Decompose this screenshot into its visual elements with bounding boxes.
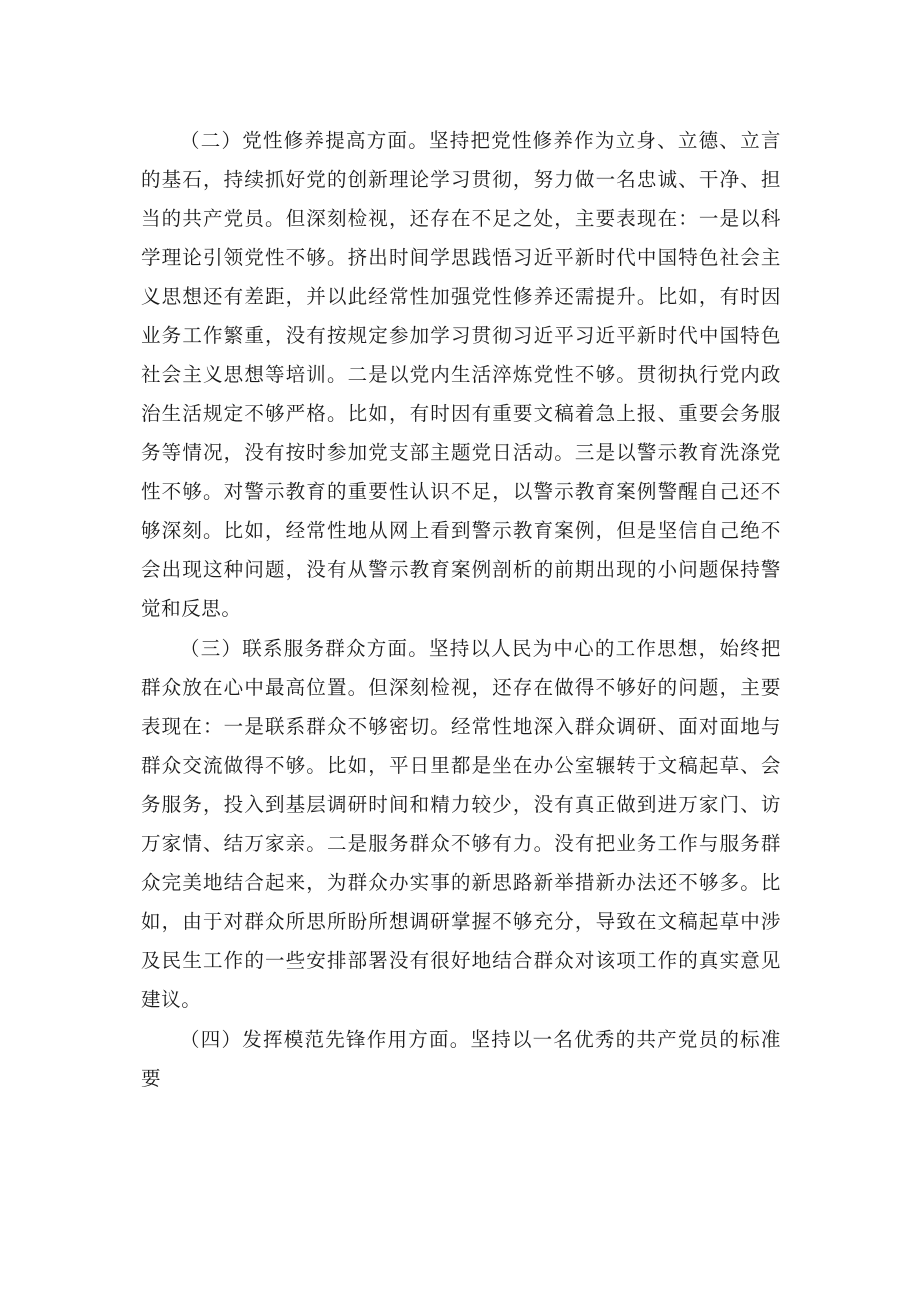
paragraph-exemplary-role: （四）发挥模范先锋作用方面。坚持以一名优秀的共产党员的标准要: [141, 1028, 781, 1090]
paragraph-party-spirit: （二）党性修养提高方面。坚持把党性修养作为立身、立德、立言的基石，持续抓好党的创新理论学习贯彻，努力做一名忠诚、干净、担当的共产党员。但深刻检视，还存在不足之处，主要表现在：一是以科学理论引领党性不够。挤出时间学思践悟习近平新时代中国特色社会主义思想还有差距，并以此经常性加强党性修养还需提升。比如，有时因业务工作繁重，没有按规定参加学习贯彻习近平习近平新时代中国特色社会主义思想等培训。二是以党内生活淬炼党性不够。贯彻执行党内政治生活规定不够严格。比如，有时因有重要文稿着急上报、重要会务服务等情况，没有按时参加党支部主题党日活动。三是以警示教育洗涤党性不够。对警示教育的重要性认识不足，以警示教育案例警醒自己还不够深刻。比如，经常性地从网上看到警示教育案例，但是坚信自己绝不会出现这种问题，没有从警示教育案例剖析的前期出现的小问题保持警觉和反思。: [141, 129, 781, 620]
paragraph-serving-masses: （三）联系服务群众方面。坚持以人民为中心的工作思想，始终把群众放在心中最高位置。但深刻检视，还存在做得不够好的问题，主要表现在：一是联系群众不够密切。经常性地深入群众调研、面对面地与群众交流做得不够。比如，平日里都是坐在办公室辗转于文稿起草、会务服务，投入到基层调研时间和精力较少，没有真正做到进万家门、访万家情、结万家亲。二是服务群众不够有力。没有把业务工作与服务群众完美地结合起来，为群众办实事的新思路新举措新办法还不够多。比如，由于对群众所思所盼所想调研掌握不够充分，导致在文稿起草中涉及民生工作的一些安排部署没有很好地结合群众对该项工作的真实意见建议。: [141, 637, 781, 1011]
document-body: [141, 121, 781, 1099]
